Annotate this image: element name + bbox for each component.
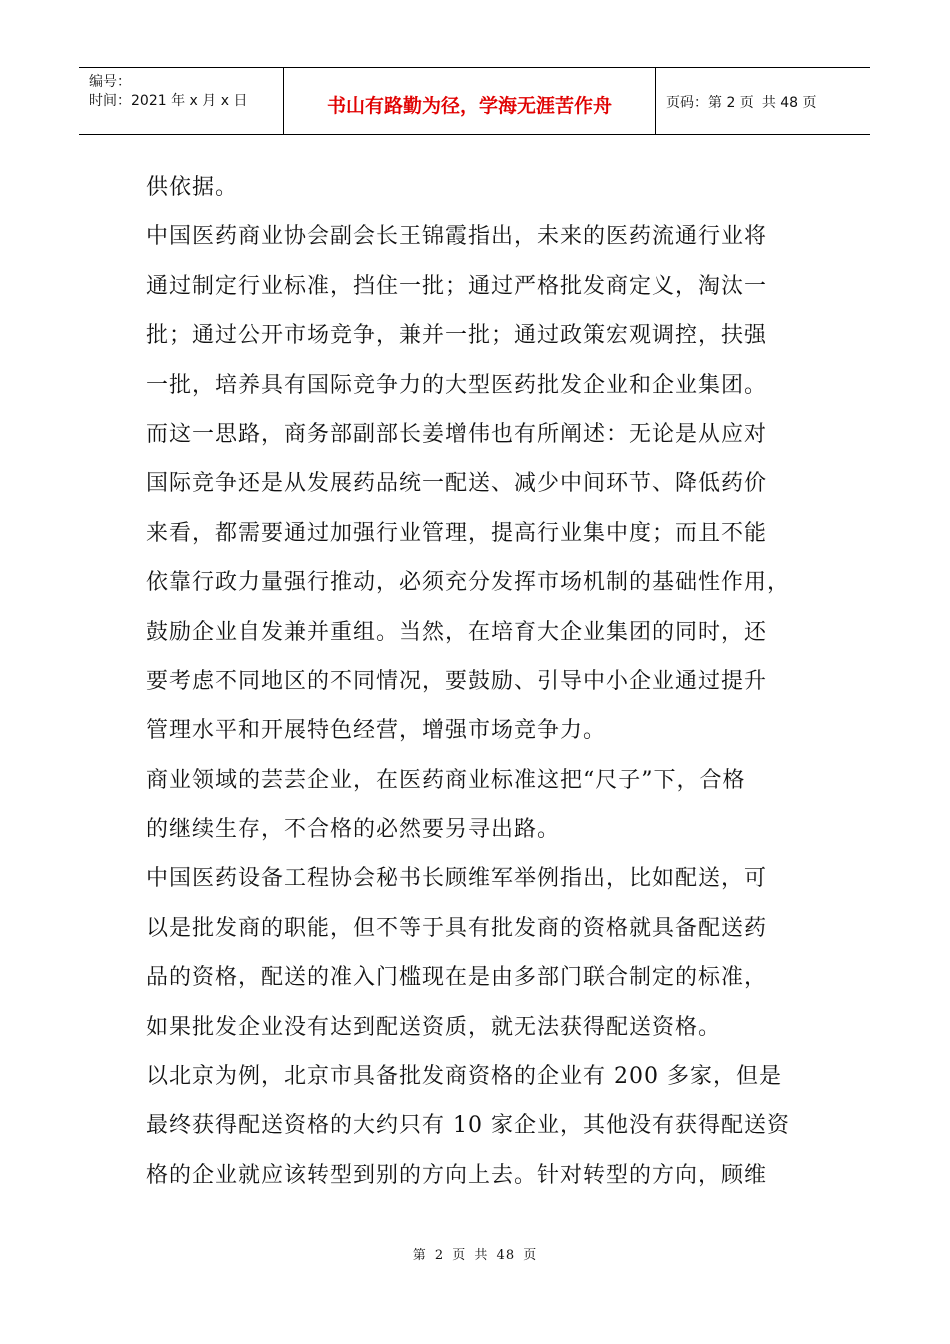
body-line: 以是批发商的职能，但不等于具有批发商的资格就具备配送药 xyxy=(146,915,768,941)
document-date-label: 时间：2021 年 x 月 x 日 xyxy=(89,93,248,109)
header-page-number: 页码：第 2 页 xyxy=(666,95,754,111)
body-line: 的继续生存，不合格的必然要另寻出路。 xyxy=(146,817,561,843)
body-line: 最终获得配送资格的大约只有 10 家企业，其他没有获得配送资 xyxy=(146,1113,790,1139)
body-line: 格的企业就应该转型到别的方向上去。针对转型的方向，顾维 xyxy=(146,1162,768,1188)
body-line: 要考虑不同地区的不同情况，要鼓励、引导中小企业通过提升 xyxy=(146,668,768,694)
header-motto: 书山有路勤为径，学海无涯苦作舟 xyxy=(284,68,656,134)
body-line: 鼓励企业自发兼并重组。当然，在培育大企业集团的同时，还 xyxy=(146,619,768,645)
body-line: 批；通过公开市场竞争，兼并一批；通过政策宏观调控，扶强 xyxy=(146,323,768,349)
body-line: 品的资格，配送的准入门槛现在是由多部门联合制定的标准， xyxy=(146,965,768,991)
body-line: 供依据。 xyxy=(146,175,239,200)
body-line: 中国医药设备工程协会秘书长顾维军举例指出，比如配送，可 xyxy=(146,866,768,892)
header-page-info xyxy=(656,68,870,134)
body-line: 来看，都需要通过加强行业管理，提高行业集中度；而且不能 xyxy=(146,520,768,546)
header-page-total: 共 48 页 xyxy=(761,95,817,111)
document-number-label: 编号： xyxy=(89,74,131,90)
body-line: 如果批发企业没有达到配送资质，就无法获得配送资格。 xyxy=(146,1014,722,1040)
header-meta xyxy=(79,68,284,134)
body-line: 中国医药商业协会副会长王锦霞指出，未来的医药流通行业将 xyxy=(146,224,768,250)
document-body xyxy=(146,163,836,1200)
body-line: 国际竞争还是从发展药品统一配送、减少中间环节、降低药价 xyxy=(146,471,768,497)
body-line: 管理水平和开展特色经营，增强市场竞争力。 xyxy=(146,718,607,744)
body-line: 通过制定行业标准，挡住一批；通过严格批发商定义，淘汰一 xyxy=(146,273,768,299)
body-line: 而这一思路，商务部副部长姜增伟也有所阐述：无论是从应对 xyxy=(146,421,768,447)
page-footer: 第 2 页 共 48 页 xyxy=(412,1248,538,1263)
body-line: 以北京为例，北京市具备批发商资格的企业有 200 多家，但是 xyxy=(146,1064,782,1090)
body-line: 一批，培养具有国际竞争力的大型医药批发企业和企业集团。 xyxy=(146,372,768,398)
body-line: 商业领域的芸芸企业，在医药商业标准这把“尺子”下，合格 xyxy=(146,767,746,793)
page-header xyxy=(79,67,870,135)
body-line: 依靠行政力量强行推动，必须充分发挥市场机制的基础性作用， xyxy=(146,570,791,596)
